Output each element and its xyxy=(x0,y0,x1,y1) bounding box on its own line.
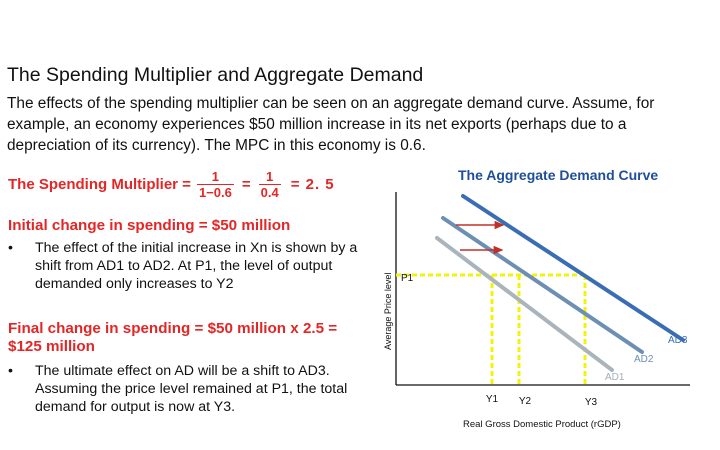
bullet-glyph: • xyxy=(8,240,13,256)
intro-paragraph: The effects of the spending multiplier can be seen on an aggregate demand curve. Assume, for example, an economy experiences $50 million increase in its net exports (perhaps due to a depreciation of its currency). The MPC in this economy is 0.6. xyxy=(7,95,655,154)
fraction-1-numerator: 1 xyxy=(211,168,219,184)
y1-label: Y1 xyxy=(485,394,499,405)
fraction-1-denominator: 1−0.6 xyxy=(198,184,232,200)
fraction-2-numerator: 1 xyxy=(266,168,274,184)
bullet-glyph: • xyxy=(8,363,13,379)
y-axis-label: Average Price level xyxy=(383,272,393,350)
fraction-2-denominator: 0.4 xyxy=(260,184,279,200)
final-change-heading: Final change in spending = $50 million x 2.5 = $125 million xyxy=(8,320,338,355)
ad3-label: AD3 xyxy=(668,335,688,346)
multiplier-label: The Spending Multiplier = xyxy=(8,175,191,193)
equals-sign: = xyxy=(241,175,251,193)
ad2-label: AD2 xyxy=(634,354,654,365)
page-title: The Spending Multiplier and Aggregate Demand xyxy=(7,64,424,86)
initial-change-text: The effect of the initial increase in Xn is shown by a shift from AD1 to AD2. At P1, the level of output demanded only increases to Y2 xyxy=(35,240,358,292)
multiplier-result: = 2. 5 xyxy=(290,175,335,193)
initial-change-heading: Initial change in spending = $50 million xyxy=(8,217,291,234)
ad-curve-ad3 xyxy=(463,196,683,340)
y3-label: Y3 xyxy=(584,397,598,408)
ad-curve-ad2 xyxy=(443,218,642,352)
y2-label: Y2 xyxy=(518,396,532,407)
p1-label: P1 xyxy=(401,273,414,284)
chart-title: The Aggregate Demand Curve xyxy=(458,167,659,183)
ad1-label: AD1 xyxy=(605,372,625,383)
x-axis-label: Real Gross Domestic Product (rGDP) xyxy=(463,419,621,430)
final-change-text: The ultimate effect on AD will be a shift to AD3. Assuming the price level remained at P1, the total demand for output is now at Y3. xyxy=(35,363,348,415)
